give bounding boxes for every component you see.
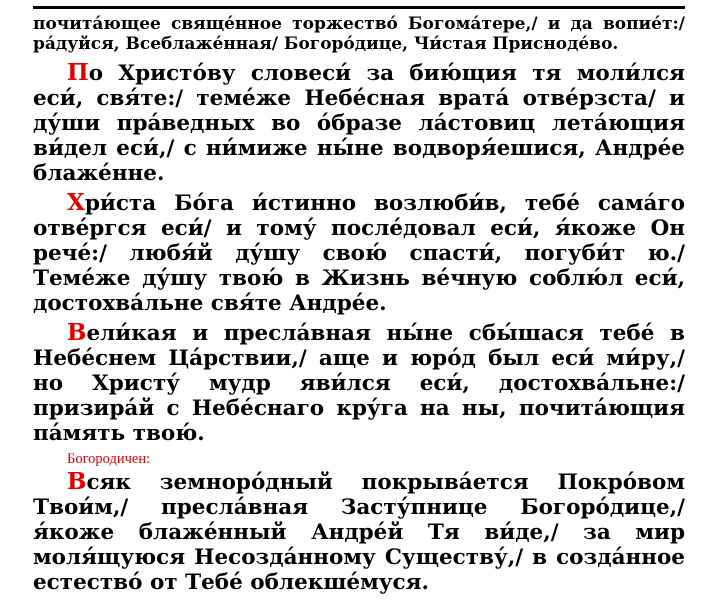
theotokion-initial: В — [67, 468, 87, 495]
theotokion-stanza — [33, 469, 685, 595]
stanza-1-initial: П — [67, 59, 89, 86]
page-text — [33, 14, 685, 599]
stanza-3 — [33, 320, 685, 446]
stanza-3-initial: В — [67, 319, 87, 346]
intro-paragraph: почита́ющее свяще́нное торжество́ Богома́тере,/ и да вопие́т:/ ра́дуйся, Всеблаже́нная/ Богоро́дице, Чи́стая Присноде́во. — [33, 14, 685, 54]
stanza-2 — [33, 190, 685, 316]
theotokion-label: Богородичен: — [67, 451, 151, 467]
stanza-2-initial: Х — [67, 189, 85, 216]
top-rule — [33, 6, 685, 9]
stanza-1-text: о Христо́ву словеси́ за бию́щия тя моли́лся еси́, свя́те:/ теме́же Небе́сная врата́ отве́рзста/ и ду́ши пра́ведных во о́бразе ла́стовиц лета́ющия ви́дел еси́,/ с ни́миже ны́не водворя́ешися, Андре́е блаже́нне. — [33, 61, 685, 186]
stanza-1 — [33, 60, 685, 186]
stanza-2-text: ри́ста Бо́га и́стинно возлюби́в, тебе́ сама́го отве́ргся еси́/ и тому́ после́довал еси́, я́коже Он рече́:/ любя́й ду́шу свою́ спасти́, погуби́т ю./ Теме́же ду́шу твою́ в Жизнь ве́чную соблю́л еси́, достохва́льне свя́те Андре́е. — [33, 191, 685, 316]
stanza-3-text: ели́кая и пресла́вная ны́не сбы́шася тебе́ в Небе́снем Ца́рствии,/ аще и юро́д был еси́ ми́ру,/ но Христу́ мудр яви́лся еси́, достохва́льне:/ призира́й с Небе́снаго кру́га на ны, почита́ющия па́мять твою́. — [33, 321, 685, 446]
theotokion-text: сяк земноро́дный покрыва́ется Покро́вом Твои́м,/ пресла́вная Засту́пнице Богоро́дице,/ я́коже блаже́нный Андре́й Тя ви́де,/ за мир моля́щуюся Несозда́нному Существу́,/ в созда́нное естество́ от Тебе́ облекше́муся. — [33, 470, 685, 595]
